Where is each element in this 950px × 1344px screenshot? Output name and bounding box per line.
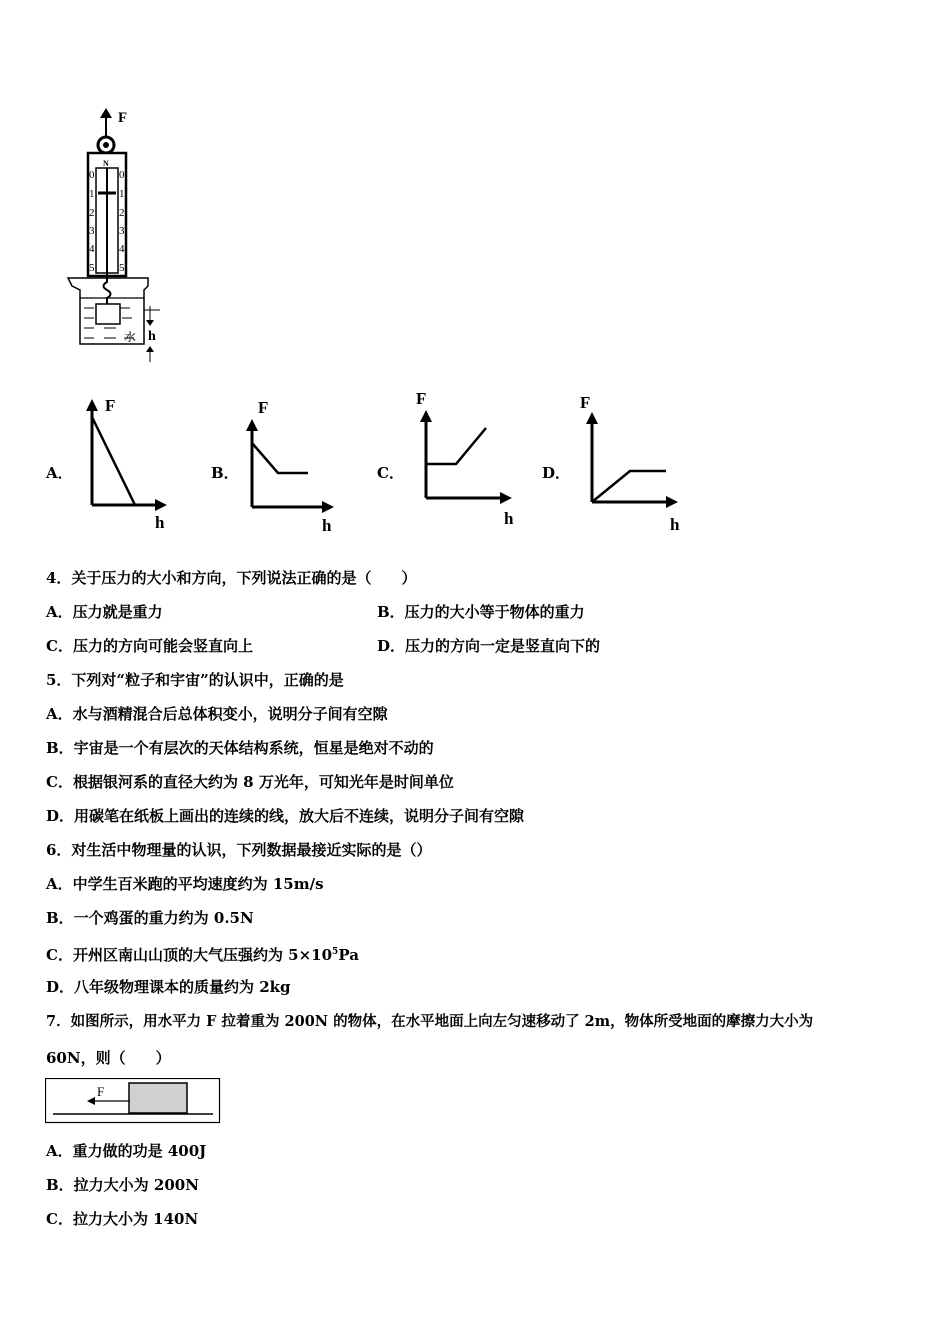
q6-stem: 6．对生活中物理量的认识，下列数据最接近实际的是（） [46, 841, 432, 859]
graph-a[interactable] [75, 395, 175, 535]
q7-stem-line1: 7．如图所示，用水平力 F 拉着重为 200N 的物体，在水平地面上向左匀速移动了 2m，物体所受地面的摩擦力大小为 [46, 1013, 814, 1030]
svg-text:h: h [322, 516, 332, 535]
q5-stem: 5．下列对“粒子和宇宙”的认识中，正确的是 [46, 671, 344, 689]
svg-text:3: 3 [119, 225, 125, 237]
q6-option-a[interactable]: A．中学生百米跑的平均速度约为 15m/s [46, 875, 324, 893]
svg-text:h: h [155, 513, 165, 532]
q4-option-d[interactable]: D．压力的方向一定是竖直向下的 [377, 637, 601, 655]
q5-option-d[interactable]: D．用碳笔在纸板上画出的连续的线，放大后不连续，说明分子间有空隙 [46, 807, 525, 825]
q5-option-b[interactable]: B．宇宙是一个有层次的天体结构系统，恒星是绝对不动的 [46, 739, 434, 757]
svg-text:h: h [504, 509, 514, 528]
svg-text:1: 1 [119, 188, 125, 200]
q7-stem-line2: 60N，则（ ） [46, 1049, 171, 1067]
option-a-label[interactable]: A． [46, 464, 73, 482]
svg-text:F: F [416, 390, 427, 408]
svg-text:F: F [258, 398, 269, 417]
svg-text:h: h [670, 515, 680, 534]
q6-option-d[interactable]: D．八年级物理课本的质量约为 2kg [46, 978, 291, 996]
option-b-label[interactable]: B． [211, 464, 239, 482]
svg-text:4: 4 [89, 243, 95, 255]
q5-option-c[interactable]: C．根据银河系的直径大约为 8 万光年，可知光年是时间单位 [46, 773, 454, 791]
option-d-label[interactable]: D． [542, 464, 571, 482]
svg-text:0: 0 [119, 169, 125, 181]
svg-text:4: 4 [119, 243, 125, 255]
q7-option-a[interactable]: A．重力做的功是 400J [46, 1142, 207, 1160]
q7-figure [45, 1078, 221, 1124]
option-c-label[interactable]: C． [377, 464, 404, 482]
graph-d[interactable] [578, 392, 688, 537]
q5-option-a[interactable]: A．水与酒精混合后总体积变小，说明分子间有空隙 [46, 705, 388, 723]
q7-force-label: F [97, 1084, 105, 1099]
q4-option-b[interactable]: B．压力的大小等于物体的重力 [377, 603, 585, 621]
svg-text:0: 0 [89, 169, 95, 181]
q7-option-b[interactable]: B．拉力大小为 200N [46, 1176, 199, 1194]
svg-text:3: 3 [89, 225, 95, 237]
svg-text:2: 2 [119, 207, 125, 219]
q6-option-b[interactable]: B．一个鸡蛋的重力约为 0.5N [46, 909, 254, 927]
q7-option-c[interactable]: C．拉力大小为 140N [46, 1210, 199, 1228]
graph-b[interactable] [238, 395, 338, 535]
svg-text:1: 1 [89, 188, 95, 200]
water-label: 水 [124, 330, 137, 344]
svg-text:5: 5 [89, 262, 95, 274]
svg-text:F: F [105, 396, 116, 415]
unit-label: N [103, 159, 109, 168]
svg-text:2: 2 [89, 207, 95, 219]
q4-option-a[interactable]: A．压力就是重力 [46, 603, 163, 621]
q4-stem: 4．关于压力的大小和方向，下列说法正确的是（ ） [46, 569, 417, 587]
svg-text:F: F [580, 393, 591, 412]
graph-c[interactable] [412, 390, 522, 530]
svg-text:5: 5 [119, 262, 125, 274]
depth-label: h [148, 329, 156, 344]
force-label: F [118, 110, 128, 126]
spring-scale-figure [60, 100, 180, 370]
q4-option-c[interactable]: C．压力的方向可能会竖直向上 [46, 637, 253, 655]
q6-option-c[interactable]: C．开州区南山山顶的大气压强约为 $5\times 10^5Pa$ [46, 946, 359, 964]
